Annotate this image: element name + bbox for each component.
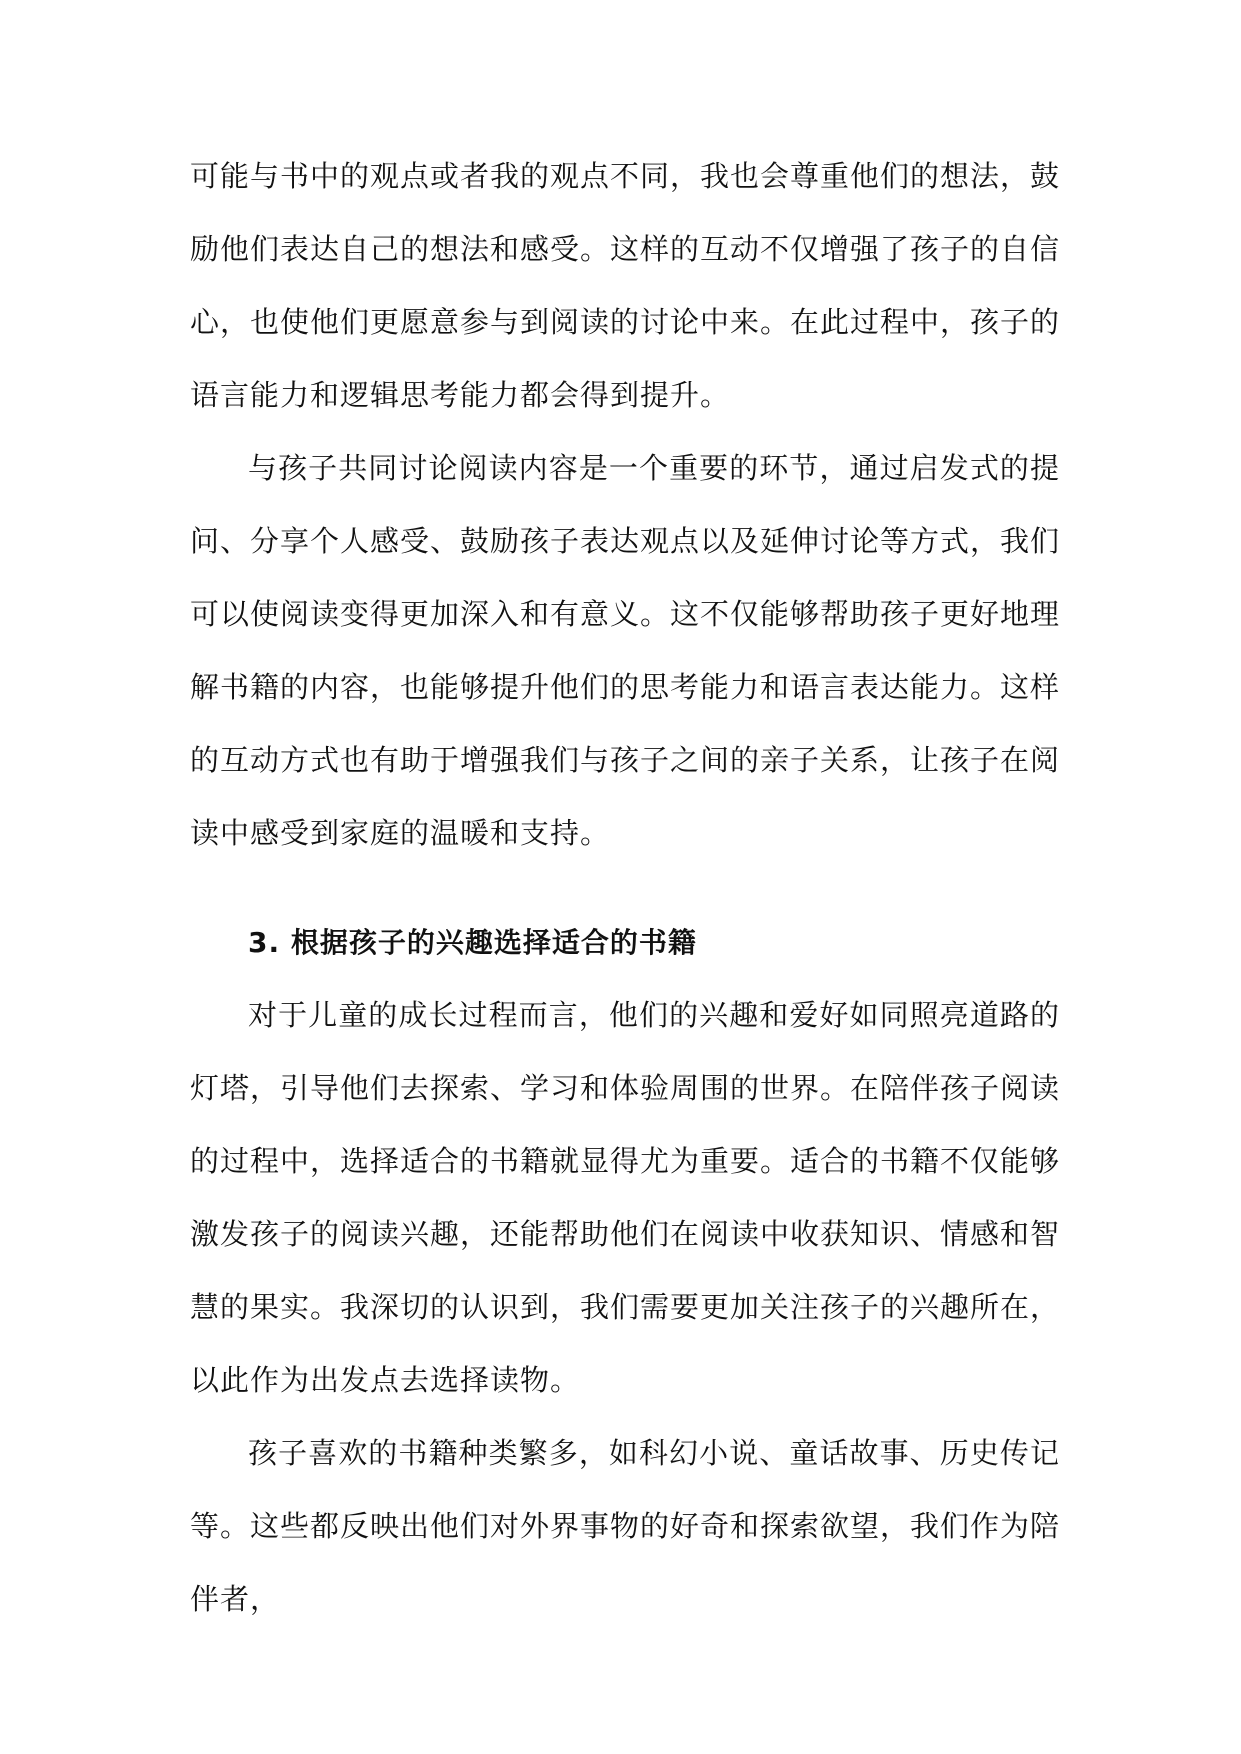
paragraph-discussion-summary: 与孩子共同讨论阅读内容是一个重要的环节，通过启发式的提问、分享个人感受、鼓励孩子表达观点以及延伸讨论等方式，我们可以使阅读变得更加深入和有意义。这不仅能够帮助孩子更好地理解书籍的内容，也能够提升他们的思考能力和语言表达能力。这样的互动方式也有助于增强我们与孩子之间的亲子关系，让孩子在阅读中感受到家庭的温暖和支持。 (190, 451, 1061, 850)
paragraph-interest-importance: 对于儿童的成长过程而言，他们的兴趣和爱好如同照亮道路的灯塔，引导他们去探索、学习和体验周围的世界。在陪伴孩子阅读的过程中，选择适合的书籍就显得尤为重要。适合的书籍不仅能够激发孩子的阅读兴趣，还能帮助他们在阅读中收获知识、情感和智慧的果实。我深切的认识到，我们需要更加关注孩子的兴趣所在，以此作为出发点去选择读物。 (190, 998, 1061, 1397)
paragraph-book-types: 孩子喜欢的书籍种类繁多，如科幻小说、童话故事、历史传记等。这些都反映出他们对外界事物的好奇和探索欲望，我们作为陪伴者， (190, 1436, 1061, 1616)
section-heading: 3. 根据孩子的兴趣选择适合的书籍 (248, 926, 697, 959)
section-spacer (190, 870, 1060, 906)
paragraph-continuation: 可能与书中的观点或者我的观点不同，我也会尊重他们的想法，鼓励他们表达自己的想法和感受。这样的互动不仅增强了孩子的自信心，也使他们更愿意参与到阅读的讨论中来。在此过程中，孩子的语言能力和逻辑思考能力都会得到提升。 (190, 159, 1061, 412)
document-body (190, 140, 1060, 1636)
